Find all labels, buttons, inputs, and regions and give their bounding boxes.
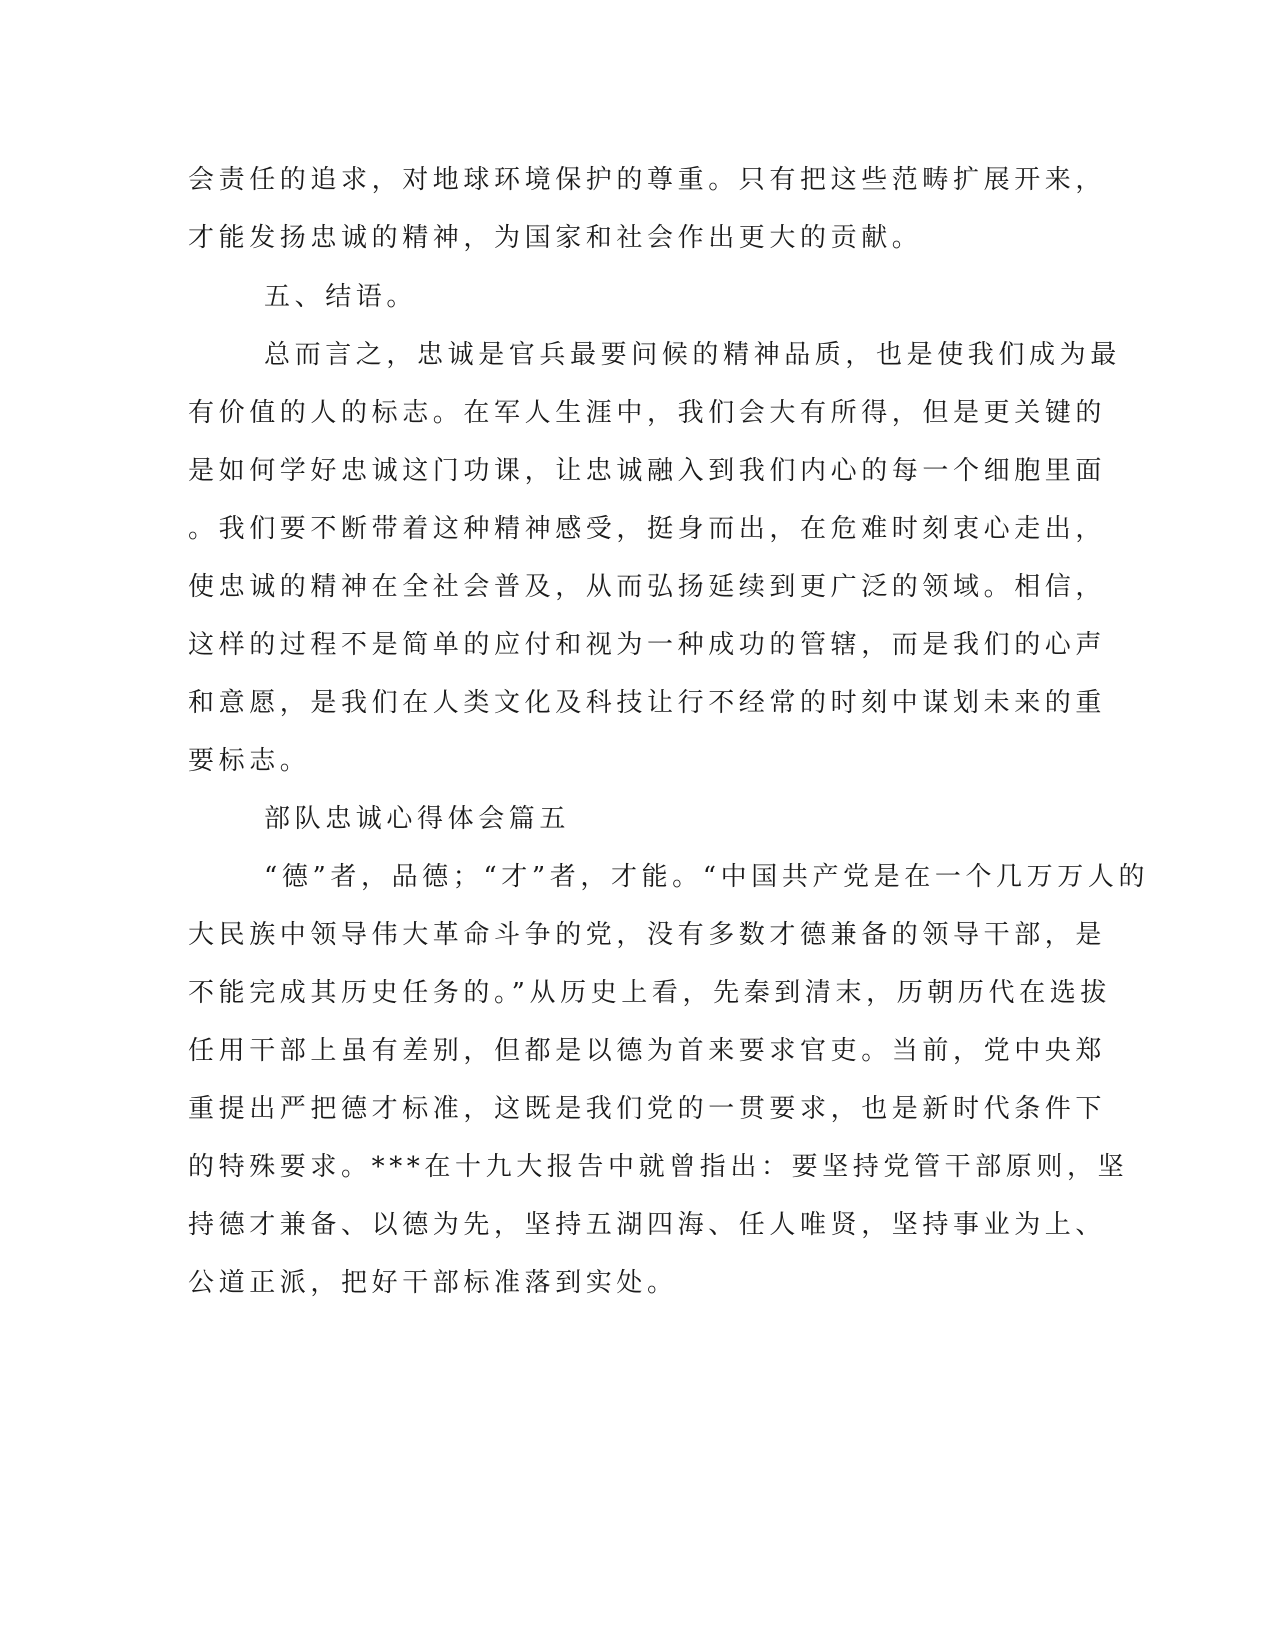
- section-heading: 五、结语。: [264, 282, 418, 312]
- text-line: 会责任的追求，对地球环境保护的尊重。只有把这些范畴扩展开来，: [188, 165, 1107, 195]
- text-line: 持德才兼备、以德为先，坚持五湖四海、任人唯贤，坚持事业为上、: [188, 1210, 1107, 1240]
- text-line: 是如何学好忠诚这门功课，让忠诚融入到我们内心的每一个细胞里面: [188, 456, 1107, 486]
- article-title: 部队忠诚心得体会篇五: [264, 804, 571, 834]
- text-line: 的特殊要求。***在十九大报告中就曾指出：要坚持党管干部原则，坚: [188, 1152, 1129, 1182]
- text-line: 公道正派，把好干部标准落到实处。: [188, 1268, 678, 1298]
- text-line: 不能完成其历史任务的。”从历史上看，先秦到清末，历朝历代在选拔: [188, 978, 1111, 1008]
- text-line: 要标志。: [188, 746, 311, 776]
- text-line: 和意愿，是我们在人类文化及科技让行不经常的时刻中谋划未来的重: [188, 688, 1107, 718]
- text-line: 使忠诚的精神在全社会普及，从而弘扬延续到更广泛的领域。相信，: [188, 572, 1107, 602]
- paragraph-first-line: “德”者，品德；“才”者，才能。“中国共产党是在一个几万万人的: [264, 862, 1150, 892]
- text-line: 任用干部上虽有差别，但都是以德为首来要求官吏。当前，党中央郑: [188, 1036, 1107, 1066]
- text-line: 这样的过程不是简单的应付和视为一种成功的管辖，而是我们的心声: [188, 630, 1107, 660]
- text-line: 。我们要不断带着这种精神感受，挺身而出，在危难时刻衷心走出，: [188, 514, 1107, 544]
- paragraph-first-line: 总而言之，忠诚是官兵最要问候的精神品质，也是使我们成为最: [264, 340, 1121, 370]
- text-line: 才能发扬忠诚的精神，为国家和社会作出更大的贡献。: [188, 223, 923, 253]
- text-line: 有价值的人的标志。在军人生涯中，我们会大有所得，但是更关键的: [188, 398, 1107, 428]
- text-line: 大民族中领导伟大革命斗争的党，没有多数才德兼备的领导干部，是: [188, 920, 1107, 950]
- text-line: 重提出严把德才标准，这既是我们党的一贯要求，也是新时代条件下: [188, 1094, 1107, 1124]
